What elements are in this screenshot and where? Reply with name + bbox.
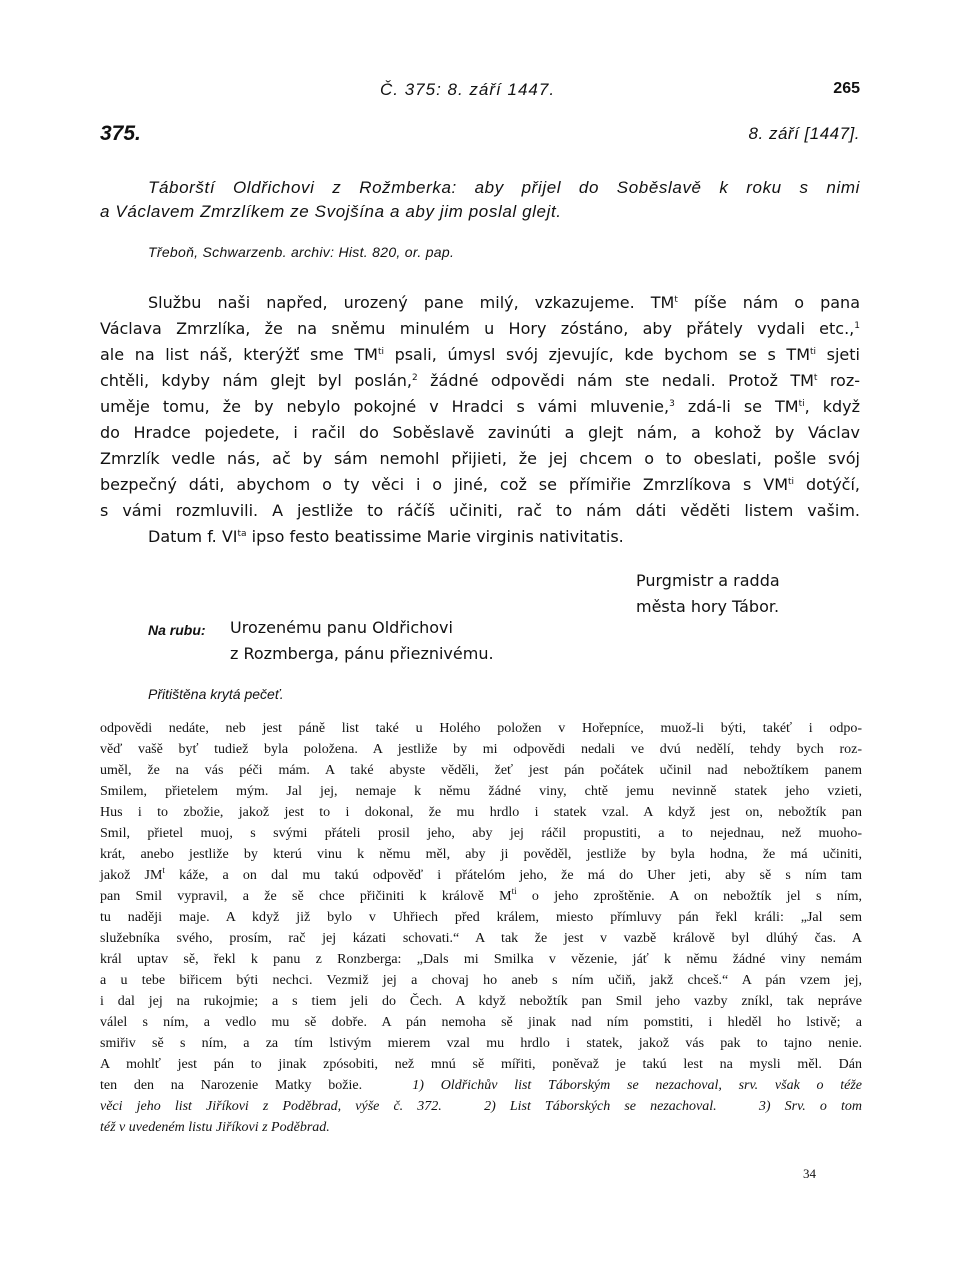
note-line: služebníka svého, prosím, rač jej kázati schovati.“ A tak že jest v vazbě královĕ byl dlúhý čas. A — [100, 931, 862, 946]
document-regest — [100, 176, 860, 224]
note-line: uměl, že na vás péči mám. A také abyste věděli, žeť jest pán počátek učinil nad nebožtíkem panem — [100, 763, 862, 778]
note-line: ten den na Narozenie Matky božie. 1) Oldřichův list Táborským se nezachoval, srv. však o téže — [100, 1078, 863, 1093]
archive-reference: Třeboň, Schwarzenb. archiv: Hist. 820, or. pap. — [148, 244, 455, 260]
note-line: král uptav sě, řekl k panu z Ronzberga: „Dals mi Smilka v vězenie, jáť k němu žádné viny nemám — [100, 952, 862, 967]
address-line: Urozenému panu Oldřichovi — [230, 618, 453, 637]
signature-line: Purgmistr a radda — [636, 571, 780, 590]
body-line: ale na list náš, kterýžť sme $TM^{ti}$ psali, úmysl svój zjevujíc, kde bychom se s $TM^{ti}$ sjeti — [100, 345, 860, 364]
letter-body — [100, 290, 860, 550]
note-line: smiřiv sě s ním, a za tím lstivým mierem vzal mu hrdlo i statek, jakož vás pak to tajno nenie. — [100, 1036, 862, 1051]
note-line — [100, 1096, 862, 1117]
seal-note: Přitištěna krytá pečeť. — [148, 686, 284, 702]
footnote-1: 1) Oldřichův list Táborským se nezachoval, srv. však o téže — [412, 1078, 863, 1093]
verso-label: Na rubu: — [148, 622, 206, 638]
body-line: Zmrzlík vedle nás, ač by sám nemohl přijieti, že jej chcem o to obeslati, pošle svój — [100, 449, 860, 468]
body-line: uměje tomu, že by nebylo pokojné v Hradci s vámi mluvenie,$^3$ zdá-li se $TM^{ti}$, když — [100, 397, 860, 416]
body-line: s vámi rozmluvili. A jestliže to ráčíš učiniti, rač to nám dáti věděti listem vašim. — [100, 501, 860, 520]
signature-line: města hory Tábor. — [636, 597, 780, 616]
body-line: Datum f. $VI^{ta}$ ipso festo beatissime Marie virginis nativitatis. — [148, 527, 624, 546]
note-line: pan Smil vypravil, a že sě chce přičiniti k králově $M^{ti}$ o jeho zproštěnie. A on nebožtík jel s ním, — [100, 886, 862, 904]
running-head — [0, 80, 960, 102]
address-line: z Rozmberga, pánu přieznivému. — [230, 644, 494, 663]
note-line: A mohlť jest pán to jinak zpósobiti, než mnú sě mířiti, poněvaž je takú lest na mysli měl. Dán — [100, 1057, 862, 1072]
note-line: též v uvedeném listu Jiříkovi z Poděbrad. — [100, 1120, 330, 1135]
note-line: jakož $JM^t$ káže, a on dal mu takú odpověď i přátelóm jeho, že má do Uher jeti, aby sě s ním tam — [100, 865, 862, 883]
sheet-number: 34 — [803, 1166, 816, 1181]
running-head-title: Č. 375: 8. září 1447. — [380, 80, 556, 99]
verso-address — [230, 615, 494, 667]
page-number: 265 — [833, 80, 860, 97]
notes-section — [100, 718, 862, 1138]
note-line: Smil, přietel muoj, s svými přáteli prosil jeho, aby jej ráčil propustiti, a to nejednau, než muoho- — [100, 826, 862, 841]
note-line: i dal jej na rukojmie; a s tiem jeli do Čech. A když nebožtík pan Smil jeho vazby zníkl, tak nepráve — [100, 994, 862, 1009]
note-line: a u tebe biřicem býti nechci. Vezmiž jej a chovaj ho aneb s ním učiň, jakž chceš.“ A pán vzem jej, — [100, 973, 862, 988]
note-line: odpovědi nedáte, neb jest páně list také u Holého položen v Hořepníce, muož-li býti, takéť i odpo- — [100, 721, 862, 736]
note-line: Hus i to zbožie, jakož jest to i dokonal, že mu hrdlo i statek vzal. A když jest on, nebožtík pan — [100, 805, 862, 820]
footnote-1-cont: věci jeho list Jiříkovi z Poděbrad, výše č. 372. — [100, 1099, 442, 1114]
body-line: chtěli, kdyby nám glejt byl poslán,$^2$ žádné odpovědi nám ste nedali. Protož $TM^t$ roz- — [100, 371, 861, 390]
body-line: do Hradce pojedete, i račil do Soběslavě zavinúti a glejt nám, a kohož by Václav — [100, 423, 860, 442]
body-line: Službu naši napřed, urozený pane milý, vzkazujeme. $TM^t$ píše nám o pana — [148, 293, 860, 312]
body-line: bezpečný dáti, abychom o ty věci i o jiné, což se přímiřie Zmrzlíkova s $VM^{ti}$ dotýčí, — [100, 475, 861, 494]
document-date: 8. září [1447]. — [748, 124, 860, 143]
note-line: věď vašě byť tudiež byla položena. A jestliže by mi odpovědi nedali ve dvú nedělí, tehdy bych roz- — [100, 742, 862, 757]
footnote-2: 2) List Táborských se nezachoval. — [484, 1099, 717, 1114]
regest-line: Táborští Oldřichovi z Rožmberka: aby přijel do Soběslavě k roku s nimi — [148, 178, 860, 197]
regest-line: a Václavem Zmrzlíkem ze Svojšína a aby jim poslal glejt. — [100, 202, 562, 221]
signature-block — [636, 568, 780, 620]
document-number: 375. — [100, 122, 141, 145]
body-line: Václava Zmrzlíka, že na sněmu minulém u Hory zóstáno, aby přátely vydali etc.,$^1$ — [100, 319, 860, 338]
note-line: krát, anebo jestliže by kterú vinu k němu měl, aby ji pověděl, jestliže by byla hodna, že má učiniti, — [100, 847, 862, 862]
note-line: Smilem, přietelem mým. Jal jej, nemaje k němu žádné viny, chtě jemu nevinně statek jeho vzieti, — [100, 784, 862, 799]
note-line: válel s ním, a vedlo mu sě dobře. A pán nemoha sě jinak nad ním pomstiti, i hleděl ho lstivě; a — [100, 1015, 862, 1030]
note-line: tu naději maje. A když již bylo v Uhřiech před králem, miesto přímluvy pán řekl králi: „Jal sem — [100, 910, 862, 925]
footnote-3: 3) Srv. o tom — [758, 1099, 862, 1114]
